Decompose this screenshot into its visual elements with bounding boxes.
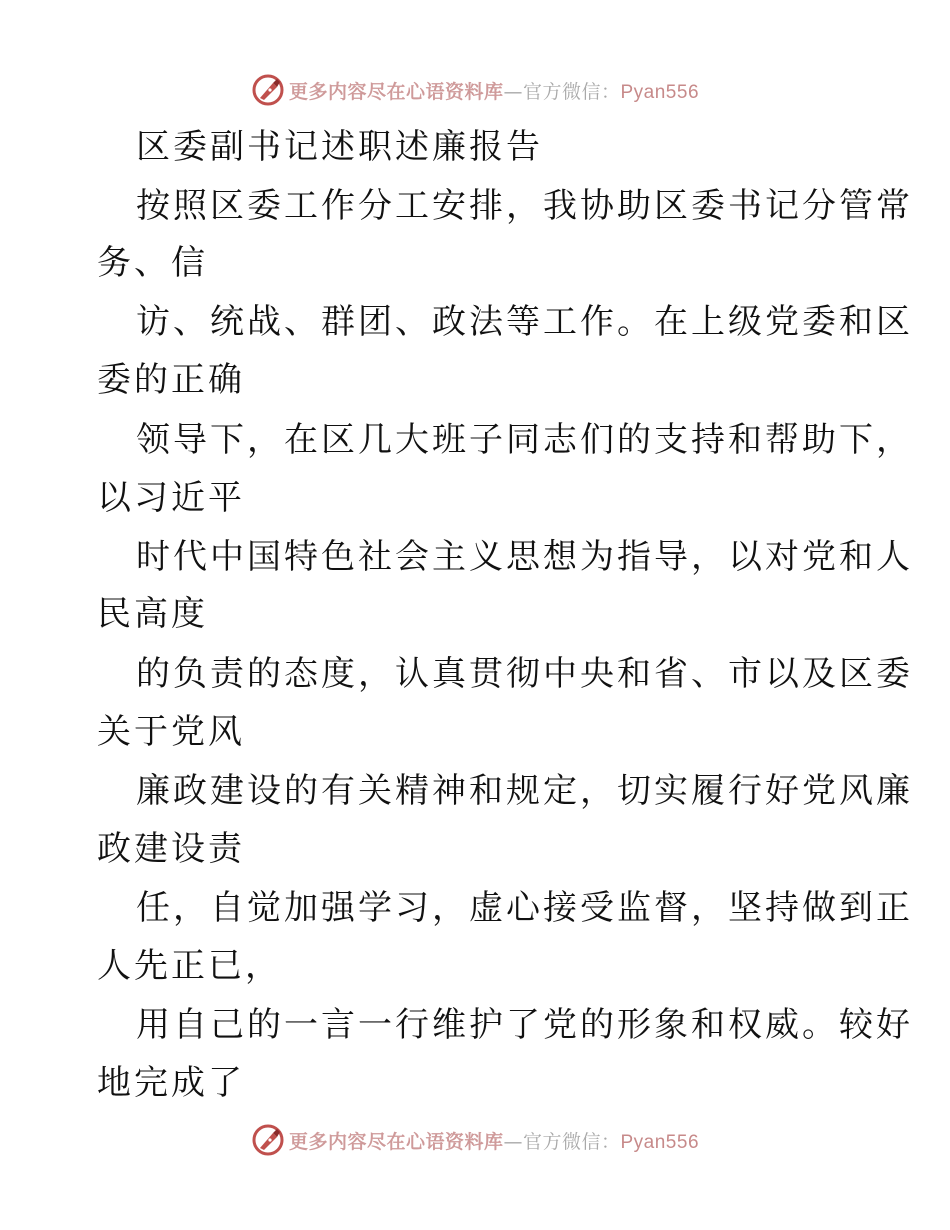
paragraph-line-9: 的负责的态度，认真贯彻中央和省、市以及区委 — [136, 654, 913, 694]
footer-official-wechat-label: —官方微信： — [503, 1130, 621, 1153]
fountain-pen-logo-icon — [251, 1123, 285, 1157]
header-banner — [251, 73, 699, 107]
page-footer — [0, 1122, 950, 1158]
document-title: 区委副书记述职述廉报告 — [136, 127, 543, 167]
paragraph-line-13: 任，自觉加强学习，虚心接受监督，坚持做到正 — [136, 888, 913, 928]
paragraph-line-15: 用自己的一言一行维护了党的形象和权威。较好 — [136, 1005, 913, 1045]
footer-banner-text — [289, 1127, 699, 1154]
page-header — [0, 72, 950, 108]
header-brand: 更多内容尽在心语资料库 — [288, 80, 504, 103]
paragraph-line-4: 委的正确 — [97, 360, 245, 400]
header-wechat-id: Pyan556 — [620, 81, 700, 103]
footer-brand: 更多内容尽在心语资料库 — [288, 1130, 504, 1153]
paragraph-line-12: 政建设责 — [97, 829, 245, 869]
fountain-pen-logo-icon — [251, 73, 285, 107]
paragraph-line-11: 廉政建设的有关精神和规定，切实履行好党风廉 — [136, 771, 913, 811]
footer-wechat-id: Pyan556 — [620, 1131, 700, 1153]
paragraph-line-3: 访、统战、群团、政法等工作。在上级党委和区 — [136, 302, 913, 342]
paragraph-line-16: 地完成了 — [97, 1063, 245, 1103]
footer-banner — [251, 1123, 699, 1157]
paragraph-line-14: 人先正已， — [97, 946, 282, 986]
paragraph-line-7: 时代中国特色社会主义思想为指导，以对党和人 — [136, 537, 913, 577]
paragraph-line-2: 务、信 — [97, 243, 208, 283]
header-banner-text — [289, 77, 699, 104]
paragraph-line-8: 民高度 — [97, 594, 208, 634]
paragraph-line-6: 以习近平 — [97, 478, 245, 518]
header-official-wechat-label: —官方微信： — [503, 80, 621, 103]
paragraph-line-10: 关于党风 — [97, 712, 245, 752]
paragraph-line-5: 领导下，在区几大班子同志们的支持和帮助下， — [136, 420, 913, 460]
paragraph-line-1: 按照区委工作分工安排，我协助区委书记分管常 — [136, 186, 913, 226]
